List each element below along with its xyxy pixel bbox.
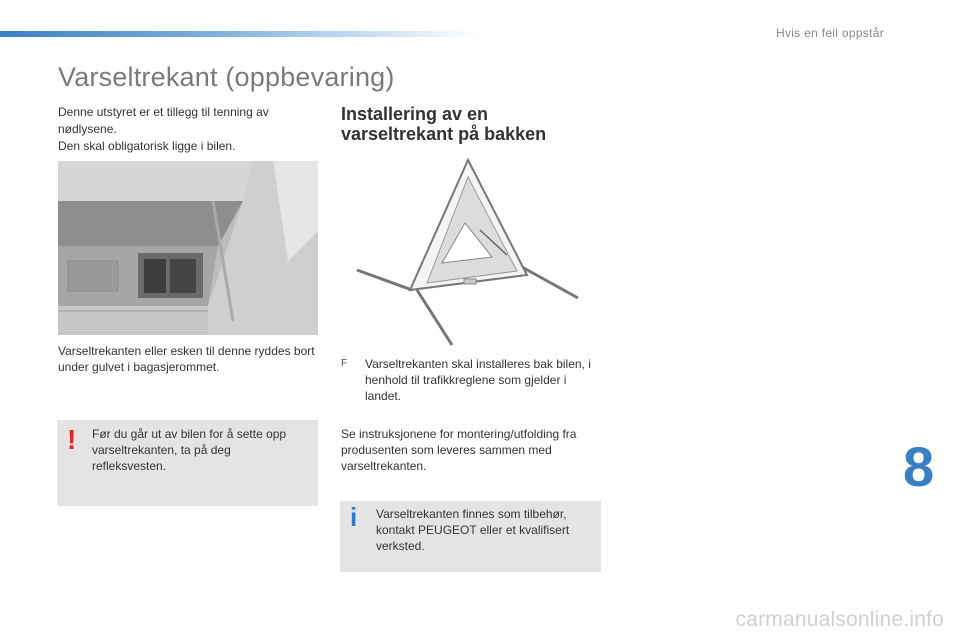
- install-heading: Installering av en varseltrekant på bakken: [341, 104, 547, 144]
- section-title: Hvis en feil oppstår: [775, 26, 884, 40]
- info-text: Varseltrekanten finnes som tilbehør, kontakt PEUGEOT eller et kvalifisert verksted.: [376, 507, 570, 553]
- trunk-photo-illustration: [58, 161, 318, 335]
- intro-line-1: Denne utstyret er et tillegg til tenning av nødlysene.: [58, 105, 269, 136]
- photo-caption: Varseltrekanten eller esken til denne ryddes bort under gulvet i bagasjerommet.: [58, 344, 315, 374]
- header-accent-bar: [0, 31, 480, 37]
- instructions-text: Se instruksjonene for montering/utfolding fra produsenten som leveres sammen med varseltrekanten.: [341, 427, 577, 473]
- info-icon: i: [350, 502, 358, 532]
- intro-line-2: Den skal obligatorisk ligge i bilen.: [58, 139, 236, 153]
- bullet-arrow-icon: F: [341, 358, 348, 369]
- watermark: carmanualsonline.info: [735, 608, 944, 631]
- chapter-number: 8: [903, 435, 935, 498]
- warning-triangle-figure: [352, 155, 584, 350]
- warning-triangle-icon: [352, 155, 584, 350]
- warning-icon: !: [67, 424, 77, 455]
- intro-text: [58, 104, 318, 155]
- bullet-text: Varseltrekanten skal installeres bak bilen, i henhold til trafikkreglene som gjelder i landet.: [365, 357, 591, 403]
- warning-text: Før du går ut av bilen for å sette opp varseltrekanten, ta på deg refleksvesten.: [92, 427, 287, 473]
- page-title: Varseltrekant (oppbevaring): [58, 62, 395, 92]
- trunk-photo: [58, 161, 318, 335]
